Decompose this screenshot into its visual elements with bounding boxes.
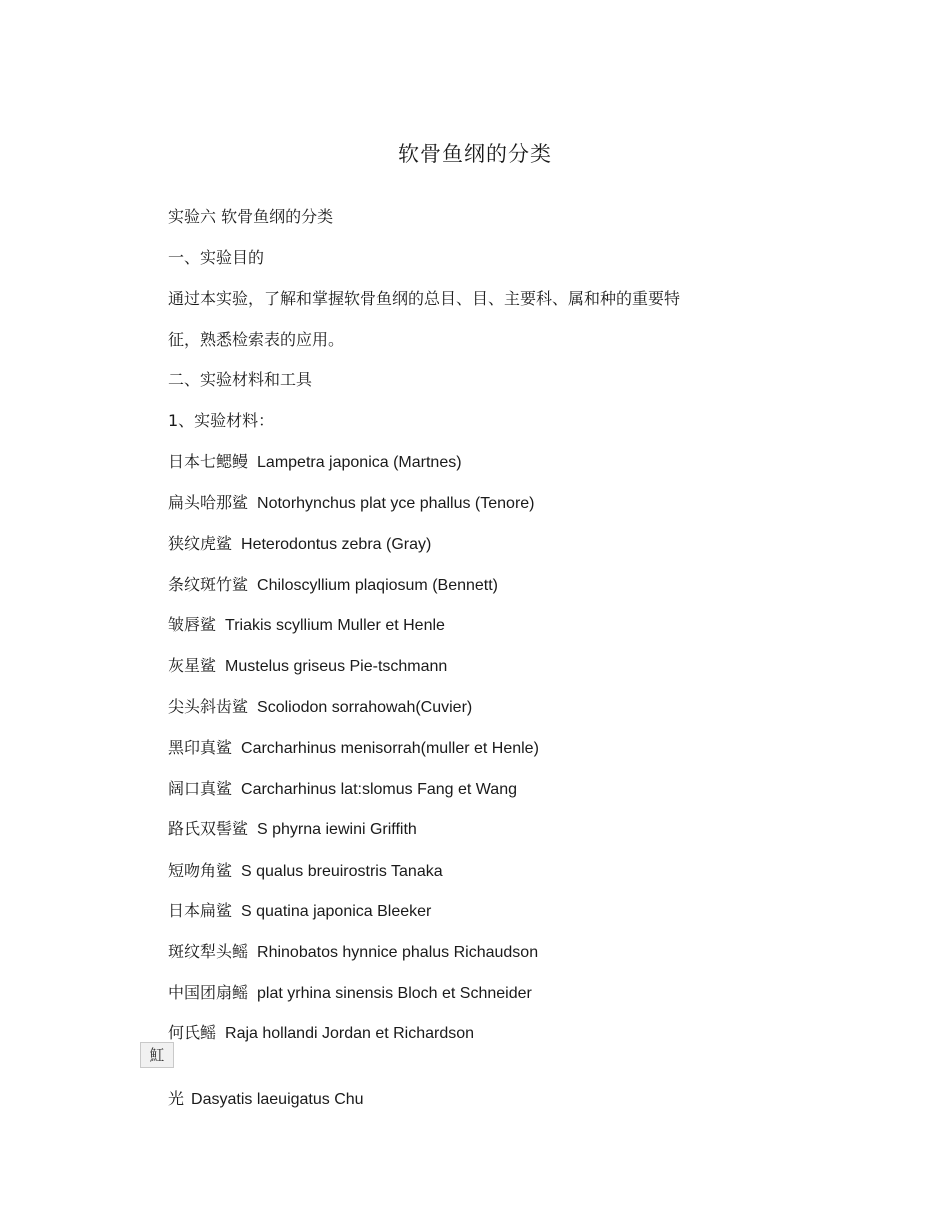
species-latin-name: Chiloscyllium plaqiosum (Bennett) — [257, 577, 498, 594]
species-chinese-name: 日本七鳃鳗 — [168, 452, 249, 471]
species-entry — [168, 1022, 474, 1045]
document-title: 软骨鱼纲的分类 — [398, 142, 552, 166]
species-entry — [168, 818, 417, 841]
species-chinese-name: 路氏双髻鲨 — [168, 819, 249, 838]
species-entry — [168, 574, 498, 597]
purpose-text-line: 征，熟悉检索表的应用。 — [168, 330, 345, 349]
species-entry — [168, 655, 447, 678]
species-chinese-name: 黑印真鲨 — [168, 738, 233, 757]
species-chinese-name: 斑纹犁头鳐 — [168, 942, 249, 961]
species-latin-name: Mustelus griseus Pie-tschmann — [225, 658, 448, 675]
species-entry — [168, 1088, 364, 1111]
species-entry — [168, 533, 431, 556]
species-latin-name: Dasyatis laeuigatus Chu — [191, 1091, 364, 1108]
species-entry — [168, 492, 535, 515]
species-latin-name: S phyrna iewini Griffith — [257, 821, 417, 838]
species-chinese-name: 扁头哈那鲨 — [168, 493, 249, 512]
species-entry — [168, 778, 517, 801]
species-latin-name: Triakis scyllium Muller et Henle — [225, 617, 445, 634]
species-latin-name: Heterodontus zebra (Gray) — [241, 536, 432, 553]
species-entry — [168, 737, 539, 760]
experiment-heading: 实验六 软骨鱼纲的分类 — [168, 207, 334, 226]
species-latin-name: S quatina japonica Bleeker — [241, 903, 432, 920]
species-chinese-name: 何氏鳐 — [168, 1023, 217, 1042]
species-chinese-name: 日本扁鲨 — [168, 901, 233, 920]
species-latin-name: Lampetra japonica (Martnes) — [257, 454, 462, 471]
materials-heading: 1、实验材料： — [168, 411, 275, 430]
species-latin-name: plat yrhina sinensis Bloch et Schneider — [257, 985, 532, 1002]
species-entry — [168, 451, 462, 474]
species-entry — [168, 982, 532, 1005]
species-entry — [168, 614, 445, 637]
species-latin-name: Carcharhinus lat:slomus Fang et Wang — [241, 781, 517, 798]
species-chinese-name: 光 — [168, 1089, 185, 1108]
species-entry — [168, 696, 472, 719]
species-entry — [168, 900, 431, 923]
species-chinese-name: 中国团扇鳐 — [168, 983, 249, 1002]
section-heading-materials-tools: 二、实验材料和工具 — [168, 370, 313, 389]
species-entry — [168, 941, 538, 964]
species-latin-name: S qualus breuirostris Tanaka — [241, 863, 443, 880]
species-chinese-name: 皱唇鲨 — [168, 615, 217, 634]
species-latin-name: Scoliodon sorrahowah(Cuvier) — [257, 699, 473, 716]
species-entry — [168, 860, 443, 883]
species-latin-name: Raja hollandi Jordan et Richardson — [225, 1025, 475, 1042]
species-latin-name: Notorhynchus plat yce phallus (Tenore) — [257, 495, 535, 512]
section-heading-purpose: 一、实验目的 — [168, 248, 265, 267]
species-chinese-name: 阔口真鲨 — [168, 779, 233, 798]
species-chinese-name: 灰星鲨 — [168, 656, 217, 675]
inline-character-image: 魟 — [140, 1042, 174, 1068]
species-chinese-name: 狭纹虎鲨 — [168, 534, 233, 553]
species-latin-name: Rhinobatos hynnice phalus Richaudson — [257, 944, 539, 961]
species-chinese-name: 尖头斜齿鲨 — [168, 697, 249, 716]
species-chinese-name: 条纹斑竹鲨 — [168, 575, 249, 594]
species-chinese-name: 短吻角鲨 — [168, 861, 233, 880]
species-latin-name: Carcharhinus menisorrah(muller et Henle) — [241, 740, 539, 757]
purpose-text-line: 通过本实验，了解和掌握软骨鱼纲的总目、目、主要科、属和种的重要特 — [168, 289, 681, 308]
